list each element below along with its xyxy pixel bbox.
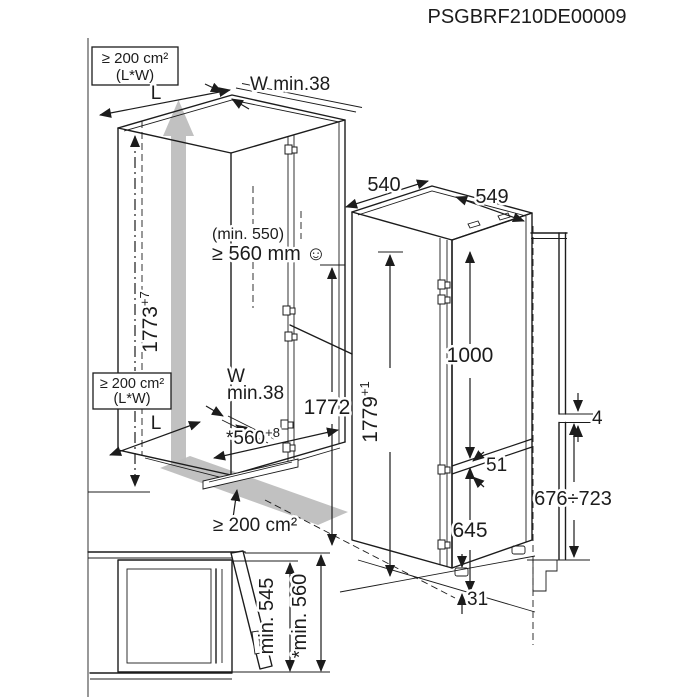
- bottom-vent-area-label-line1: ≥ 200 cm²: [99, 376, 165, 392]
- lower-panel-range-label: 676÷723: [534, 488, 612, 510]
- top-vent-length-label: L: [150, 83, 162, 104]
- door-panel-side-view: [527, 226, 593, 645]
- plinth-vent-label: ≥ 200 cm²: [212, 515, 298, 536]
- bottom-vent-length-label: L: [150, 413, 162, 434]
- niche-width-label: $*560^{+8}$: [226, 425, 280, 449]
- appliance-front-face: [452, 213, 532, 568]
- top-length-dimension: [100, 90, 230, 115]
- appliance-depth-label: 549: [475, 186, 509, 208]
- niche-outline: [118, 560, 232, 672]
- niche-height-label: $1773^{+7}$: [137, 291, 162, 353]
- bottom-wall-gap-min-label: min.38: [227, 383, 285, 404]
- appliance-bottom-line: [340, 556, 535, 592]
- lower-compartment-label: 645: [452, 519, 488, 542]
- top-vent-area-label-line1: ≥ 200 cm²: [101, 50, 169, 67]
- door-recess-height-label: 1772: [303, 396, 351, 419]
- plinth-step: [533, 560, 557, 591]
- appliance-width-label: 540: [367, 174, 401, 196]
- niche-depth-note-label: (min. 550): [212, 226, 285, 243]
- bottom-vent-area-label-line2: (L*W): [113, 391, 151, 407]
- panel-gap-label: 4: [592, 408, 603, 429]
- appliance-height-label: $1779^{+1}$: [357, 381, 382, 443]
- smiley-icon: ☺: [305, 243, 327, 265]
- drawing-code-label: PSGBRF210DE00009: [427, 6, 627, 28]
- foot-icon: [512, 546, 525, 554]
- bottom-wall-gap-w-label: W: [227, 366, 245, 387]
- niche-depth-value-label: ≥ 560 mm ☺: [212, 243, 327, 265]
- floor-slant-line: [358, 560, 535, 612]
- compartment-gap-label: 51: [486, 455, 508, 476]
- floor-clearance-label: 31: [467, 589, 489, 610]
- upper-compartment-label: 1000: [446, 344, 494, 367]
- top-wall-gap-label: W min.38: [250, 74, 331, 95]
- top-vent-area-label-line2: (L*W): [115, 67, 155, 84]
- plan-depth-min-label: min. 545: [256, 577, 278, 655]
- appliance-plan-outline: [127, 569, 211, 663]
- airflow-arrow-icon: [163, 100, 194, 468]
- hinge-icons: [281, 145, 297, 452]
- plan-depth-star-label: *min. 560: [289, 573, 311, 659]
